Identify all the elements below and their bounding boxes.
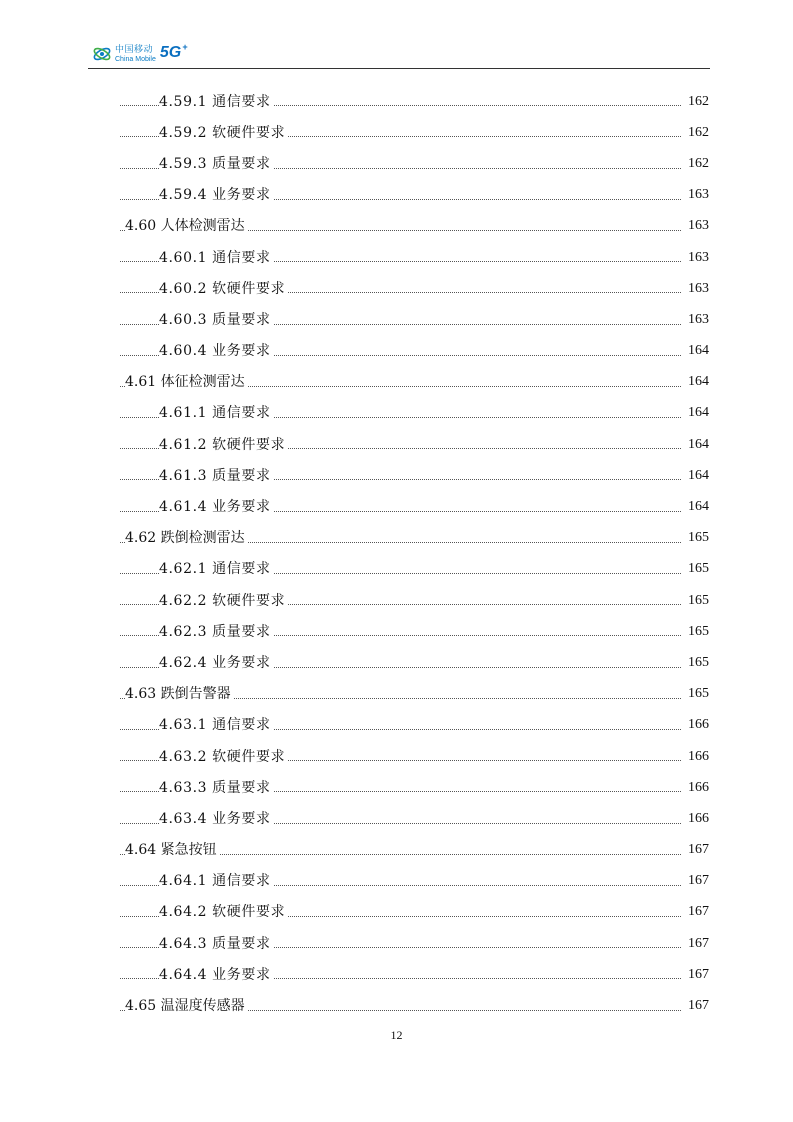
toc-entry-label: 4.60.3 质量要求 xyxy=(159,311,271,328)
toc-entry-page: 166 xyxy=(681,781,709,795)
toc-entry[interactable] xyxy=(0,523,793,554)
toc-entry-page: 165 xyxy=(681,562,709,576)
toc-entry-label: 4.59.1 通信要求 xyxy=(159,93,271,110)
toc-entry-page: 165 xyxy=(681,625,709,639)
toc-entry[interactable] xyxy=(0,460,793,491)
toc-entry-label: 4.59.3 质量要求 xyxy=(159,155,271,172)
toc-entry-page: 163 xyxy=(681,188,709,202)
toc-entry-page: 167 xyxy=(681,999,709,1013)
toc-entry-label: 4.65 温湿度传感器 xyxy=(125,998,245,1015)
toc-entry[interactable] xyxy=(0,959,793,990)
toc-entry-label: 4.59.4 业务要求 xyxy=(159,187,271,204)
logo-5g-plus: + xyxy=(182,42,188,52)
toc-entry-page: 163 xyxy=(681,313,709,327)
toc-entry-page: 162 xyxy=(681,157,709,171)
toc-entry[interactable] xyxy=(0,990,793,1021)
toc-entry[interactable] xyxy=(0,866,793,897)
header-rule xyxy=(88,68,710,69)
toc-entry-label: 4.61.2 软硬件要求 xyxy=(159,436,286,453)
toc-entry-label: 4.64.2 软硬件要求 xyxy=(159,904,286,921)
toc-entry[interactable] xyxy=(0,273,793,304)
page-number: 12 xyxy=(390,1028,403,1042)
toc-entry[interactable] xyxy=(0,554,793,585)
toc-entry[interactable] xyxy=(0,429,793,460)
toc-entry-label: 4.62.4 业务要求 xyxy=(159,654,271,671)
toc-entry-page: 164 xyxy=(681,406,709,420)
logo-chinese-name: 中国移动 xyxy=(115,44,154,55)
logo-english-name: China Mobile xyxy=(115,55,156,63)
toc-entry[interactable] xyxy=(0,180,793,211)
toc-entry-page: 164 xyxy=(681,375,709,389)
toc-entry[interactable] xyxy=(0,304,793,335)
toc-entry[interactable] xyxy=(0,772,793,803)
toc-entry-label: 4.64.3 质量要求 xyxy=(159,935,271,952)
toc-entry-page: 163 xyxy=(681,251,709,265)
toc-entry[interactable] xyxy=(0,242,793,273)
toc-entry-page: 166 xyxy=(681,812,709,826)
toc-entry-page: 167 xyxy=(681,874,709,888)
toc-entry-page: 167 xyxy=(681,843,709,857)
logo-text xyxy=(115,46,156,63)
toc-entry-page: 164 xyxy=(681,438,709,452)
toc-entry-label: 4.60.4 业务要求 xyxy=(159,343,271,360)
toc-entry-page: 165 xyxy=(681,531,709,545)
toc-entry-page: 167 xyxy=(681,905,709,919)
toc-entry-page: 163 xyxy=(681,282,709,296)
logo-5g-text: 5G xyxy=(159,44,182,61)
toc-entry[interactable] xyxy=(0,710,793,741)
toc-entry-page: 163 xyxy=(681,219,709,233)
toc-entry-page: 165 xyxy=(681,594,709,608)
toc-entry[interactable] xyxy=(0,741,793,772)
toc-entry-label: 4.63.3 质量要求 xyxy=(159,779,271,796)
toc-entry-page: 162 xyxy=(681,95,709,109)
toc-entry-page: 167 xyxy=(681,937,709,951)
toc-entry[interactable] xyxy=(0,897,793,928)
toc-entry-label: 4.62 跌倒检测雷达 xyxy=(125,530,245,547)
toc-entry-page: 164 xyxy=(681,344,709,358)
toc-entry-page: 166 xyxy=(681,718,709,732)
toc-entry-label: 4.62.3 质量要求 xyxy=(159,623,271,640)
toc-entry[interactable] xyxy=(0,585,793,616)
toc-entry[interactable] xyxy=(0,491,793,522)
toc-entry[interactable] xyxy=(0,86,793,117)
toc-entry-page: 164 xyxy=(681,469,709,483)
toc-entry-label: 4.59.2 软硬件要求 xyxy=(159,124,286,141)
toc-entry-label: 4.64.4 业务要求 xyxy=(159,966,271,983)
china-mobile-swirl-icon xyxy=(92,44,112,64)
toc-entry[interactable] xyxy=(0,679,793,710)
table-of-contents xyxy=(0,86,793,1022)
toc-entry[interactable] xyxy=(0,647,793,678)
logo-5g-mark xyxy=(160,44,188,62)
toc-entry[interactable] xyxy=(0,398,793,429)
toc-entry-label: 4.63.2 软硬件要求 xyxy=(159,748,286,765)
toc-entry-label: 4.63.4 业务要求 xyxy=(159,810,271,827)
toc-entry[interactable] xyxy=(0,835,793,866)
toc-entry-page: 164 xyxy=(681,500,709,514)
toc-entry[interactable] xyxy=(0,928,793,959)
toc-entry[interactable] xyxy=(0,148,793,179)
toc-entry-label: 4.63 跌倒告警器 xyxy=(125,686,231,703)
toc-entry[interactable] xyxy=(0,367,793,398)
toc-entry-label: 4.61.3 质量要求 xyxy=(159,467,271,484)
toc-entry-page: 165 xyxy=(681,687,709,701)
toc-entry-label: 4.61 体征检测雷达 xyxy=(125,374,245,391)
toc-entry[interactable] xyxy=(0,803,793,834)
toc-entry-page: 167 xyxy=(681,968,709,982)
toc-entry-label: 4.61.1 通信要求 xyxy=(159,405,271,422)
toc-entry[interactable] xyxy=(0,616,793,647)
toc-entry-page: 165 xyxy=(681,656,709,670)
toc-entry[interactable] xyxy=(0,211,793,242)
toc-entry-label: 4.60 人体检测雷达 xyxy=(125,218,245,235)
china-mobile-logo xyxy=(92,44,187,64)
toc-entry-label: 4.62.1 通信要求 xyxy=(159,561,271,578)
toc-entry-label: 4.61.4 业务要求 xyxy=(159,499,271,516)
toc-entry-label: 4.64.1 通信要求 xyxy=(159,873,271,890)
toc-entry[interactable] xyxy=(0,336,793,367)
toc-entry-page: 162 xyxy=(681,126,709,140)
toc-entry-label: 4.60.2 软硬件要求 xyxy=(159,280,286,297)
toc-entry-label: 4.62.2 软硬件要求 xyxy=(159,592,286,609)
toc-entry-label: 4.60.1 通信要求 xyxy=(159,249,271,266)
toc-entry-label: 4.63.1 通信要求 xyxy=(159,717,271,734)
page-header xyxy=(88,42,710,70)
toc-entry-page: 166 xyxy=(681,750,709,764)
toc-entry[interactable] xyxy=(0,117,793,148)
toc-entry-label: 4.64 紧急按钮 xyxy=(125,842,217,859)
